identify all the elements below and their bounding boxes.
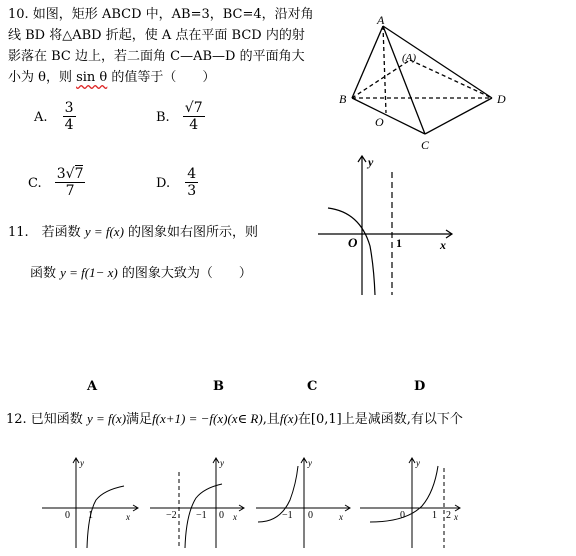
q11-line1 bbox=[8, 221, 258, 243]
label-x: x bbox=[233, 512, 237, 522]
option-a-label: A. bbox=[34, 110, 48, 125]
q10-sin-theta: sin θ bbox=[76, 70, 108, 85]
curve bbox=[328, 208, 375, 295]
label-tick-1: 1 bbox=[432, 510, 437, 521]
q11-line2-pre: 函数 bbox=[30, 266, 61, 281]
q11-line1-post: 的图象如右图所示，则 bbox=[123, 225, 259, 240]
option-b-denominator: 4 bbox=[189, 117, 199, 133]
option-a-fraction bbox=[63, 100, 76, 133]
q12-mid1: 满足 bbox=[126, 412, 153, 427]
q11-function-graph bbox=[310, 150, 470, 300]
q11-line2-math: y = f(1− x) bbox=[60, 265, 118, 280]
option-c-radicand: 7 bbox=[74, 166, 84, 182]
label-tick-neg1: −1 bbox=[196, 510, 207, 521]
q10-line4-post: 的值等于（ ） bbox=[107, 70, 216, 85]
label-y: y bbox=[220, 458, 224, 468]
q10-option-d[interactable] bbox=[156, 166, 198, 199]
option-d-fraction bbox=[185, 166, 198, 199]
option-b-label: B. bbox=[156, 110, 170, 125]
option-b-numerator: √7 bbox=[184, 100, 203, 116]
label-tick: 1 bbox=[88, 510, 93, 521]
option-d-denominator: 3 bbox=[187, 183, 197, 199]
label-y: y bbox=[368, 155, 374, 169]
label-x: x bbox=[454, 512, 458, 522]
q10-line4-pre: 小为 θ，则 bbox=[8, 70, 77, 85]
option-a-denominator: 4 bbox=[64, 117, 74, 133]
q10-line1: 10. 如图，矩形 ABCD 中，AB=3，BC=4，沿对角 bbox=[8, 7, 314, 22]
label-tick-neg2: −2 bbox=[166, 510, 177, 521]
choice-label-d[interactable]: D bbox=[414, 379, 426, 394]
option-a-numerator: 3 bbox=[64, 100, 74, 116]
label-origin: 0 bbox=[308, 510, 313, 521]
q10-option-b[interactable] bbox=[156, 100, 205, 133]
label-origin: 0 bbox=[219, 510, 224, 521]
label-x: x bbox=[126, 512, 130, 522]
edge-bc bbox=[352, 98, 425, 134]
option-c-numerator: 3√7 bbox=[56, 166, 84, 182]
option-b-fraction bbox=[183, 100, 205, 133]
option-d-numerator: 4 bbox=[187, 166, 197, 182]
label-tick: −1 bbox=[282, 510, 293, 521]
choice-graph-a[interactable] bbox=[38, 452, 148, 552]
label-a-paren: (A) bbox=[402, 52, 417, 64]
q11-line2 bbox=[30, 262, 252, 284]
q11-line2-post: 的图象大致为（ ） bbox=[117, 266, 252, 281]
q12-mid2: ,且 bbox=[262, 412, 280, 427]
q12-math2: f(x+1) = −f(x)(x∈ R) bbox=[152, 411, 263, 426]
choice-graph-b[interactable] bbox=[146, 452, 252, 552]
label-a: A bbox=[377, 13, 385, 27]
option-c-fraction bbox=[55, 166, 86, 199]
label-origin: 0 bbox=[400, 510, 405, 521]
option-d-label: D. bbox=[156, 176, 171, 191]
q11-line1-pre: 11. 若函数 bbox=[8, 225, 85, 240]
q10-line3: 影落在 BC 边上，若二面角 C—AB—D 的平面角大 bbox=[8, 49, 305, 64]
label-y: y bbox=[416, 458, 420, 468]
label-tick-2: 2 bbox=[446, 510, 451, 521]
q12-pre: 12. 已知函数 bbox=[6, 412, 87, 427]
label-b: B bbox=[339, 92, 347, 106]
edge-ab bbox=[352, 26, 383, 98]
label-x: x bbox=[339, 512, 343, 522]
q12-line bbox=[6, 408, 463, 430]
edge-ac bbox=[383, 26, 425, 134]
label-o: O bbox=[375, 115, 384, 129]
choice-label-a[interactable]: A bbox=[87, 379, 98, 394]
label-d: D bbox=[497, 92, 506, 106]
option-c-denominator: 7 bbox=[65, 183, 75, 199]
label-origin: 0 bbox=[65, 510, 70, 521]
choice-graph-d[interactable] bbox=[356, 452, 468, 552]
label-y: y bbox=[308, 458, 312, 468]
label-x: x bbox=[440, 238, 446, 252]
choice-label-b[interactable]: B bbox=[213, 379, 224, 394]
q12-math3: f(x) bbox=[279, 411, 298, 426]
label-c: C bbox=[421, 138, 430, 152]
q10-option-c[interactable] bbox=[28, 166, 85, 199]
q10-option-a[interactable] bbox=[34, 100, 76, 133]
q10-pyramid-figure bbox=[330, 10, 530, 155]
choice-graph-c[interactable] bbox=[252, 452, 356, 552]
choice-label-c[interactable]: C bbox=[307, 379, 318, 394]
fold-line-hidden-2 bbox=[410, 60, 492, 98]
label-origin: O bbox=[348, 235, 358, 250]
option-c-label: C. bbox=[28, 176, 42, 191]
q11-line1-math: y = f(x) bbox=[84, 224, 124, 239]
label-y: y bbox=[80, 458, 84, 468]
height-ao-hidden bbox=[383, 26, 386, 113]
q12-mid3: 在[0,1]上是减函数,有以下个 bbox=[297, 412, 463, 427]
edge-ad bbox=[383, 26, 492, 98]
q12-math1: y = f(x) bbox=[86, 411, 127, 426]
q10-line4 bbox=[8, 67, 215, 88]
label-one: 1 bbox=[396, 236, 402, 250]
edge-cd bbox=[425, 98, 492, 134]
q10-line2: 线 BD 将△ABD 折起，使 A 点在平面 BCD 内的射 bbox=[8, 28, 305, 43]
option-c-coef: 3 bbox=[56, 166, 66, 182]
